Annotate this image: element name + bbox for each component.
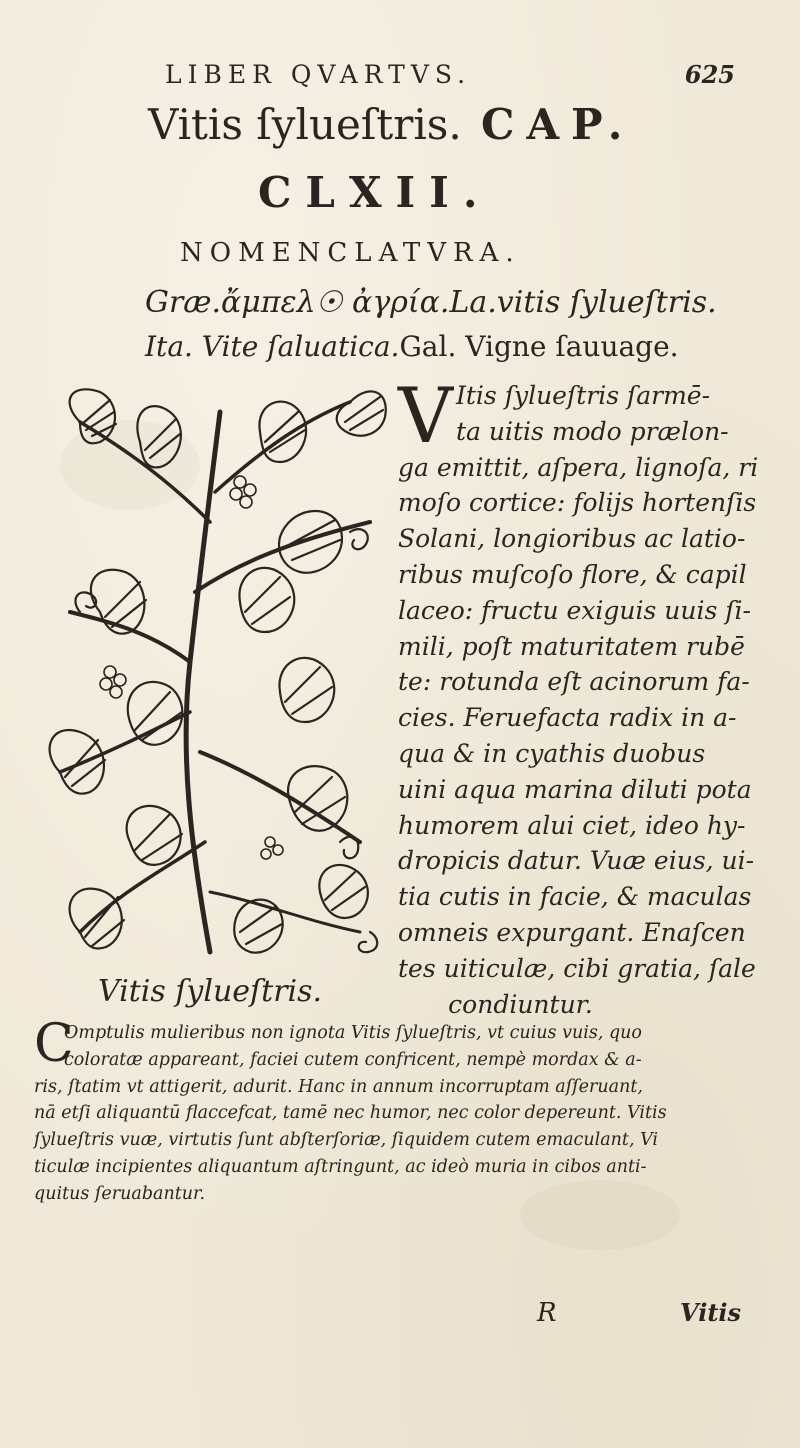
nomenclature-heading: NOMENCLATVRA. <box>180 238 521 268</box>
body-line: mili, poſt maturitatem rubē <box>398 631 745 661</box>
drop-capital: V <box>398 371 453 460</box>
nomenclature-french: Gal. Vigne ſauuage. <box>399 330 679 363</box>
chapter-cap-label: CAP. <box>481 100 635 149</box>
gathering-signature: R <box>537 1298 557 1328</box>
commentary-drop-capital: C <box>34 1014 74 1074</box>
body-line: Itis ſylueſtris ſarmē- <box>456 381 711 410</box>
body-line: laceo: fructu exiguis uuis ſi- <box>398 595 751 625</box>
nomenclature-line-2 <box>145 330 679 363</box>
body-line: ga emittit, aſpera, lignoſa, ri <box>398 452 759 482</box>
main-body-text <box>398 371 773 1022</box>
body-line: humorem alui ciet, ideo hy- <box>398 810 746 840</box>
commentary-line: quitus ſeruabantur. <box>34 1183 206 1204</box>
running-head-title: LIBER QVARTVS. <box>165 60 472 89</box>
commentary-line: nā etſi aliquantū flaccefcat, tamē nec humor, nec color depereunt. Vitis <box>34 1103 667 1124</box>
commentary-line: ticulæ incipientes aliquantum aſtringunt, ac ideò muria in cibos anti- <box>34 1156 647 1177</box>
commentary-line: Omptulis mulieribus non ignota Vitis ſylueſtris, vt cuius vuis, quo <box>64 1023 642 1043</box>
catchword: Vitis <box>680 1298 742 1327</box>
nomenclature-italian: Ita. Vite ſaluatica. <box>145 330 400 363</box>
body-line: moſo cortice: folijs hortenſis <box>398 488 757 518</box>
commentary-paragraph <box>34 1014 774 1208</box>
page-number: 625 <box>684 60 735 89</box>
body-line: ta uitis modo prælon- <box>456 416 729 446</box>
body-line: dropicis datur. Vuæ eius, ui- <box>398 846 755 876</box>
chapter-number: CLXII. <box>258 168 492 217</box>
body-line: condiuntur. <box>448 989 593 1019</box>
commentary-line: coloratæ appareant, faciei cutem confricent, nempè mordax & a- <box>64 1049 642 1070</box>
body-line: te: rotunda eſt acinorum fa- <box>398 667 750 697</box>
body-line: Solani, longioribus ac latio- <box>398 524 746 554</box>
body-line: tia cutis in facie, & maculas <box>398 882 752 912</box>
running-head <box>165 60 735 94</box>
body-line: ribus muſcoſo flore, & capil <box>398 559 747 589</box>
chapter-title-text: Vitis ſylueſtris. <box>148 100 462 149</box>
wild-vine-woodcut-illustration <box>40 372 398 972</box>
nomenclature-line-1: Græ.ἄμπελ☉ ἀγρία.La.vitis ſylueſtris. <box>145 285 717 320</box>
body-line: uini aqua marina diluti pota <box>398 774 752 804</box>
body-line: tes uiticulæ, cibi gratia, ſale <box>398 953 756 983</box>
illustration-caption: Vitis ſylueſtris. <box>98 974 323 1009</box>
body-line: omneis expurgant. Enaſcen <box>398 917 746 947</box>
commentary-line: ris, ſtatim vt attigerit, adurit. Hanc in annum incorruptam aſſeruant, <box>34 1076 643 1097</box>
chapter-title <box>148 100 708 149</box>
body-line: cies. Feruefacta radix in a- <box>398 703 737 733</box>
body-line: qua & in cyathis duobus <box>398 738 706 768</box>
commentary-line: ſylueſtris vuæ, virtutis ſunt abſterſoriæ, ſiquidem cutem emaculant, Vi <box>34 1130 659 1151</box>
